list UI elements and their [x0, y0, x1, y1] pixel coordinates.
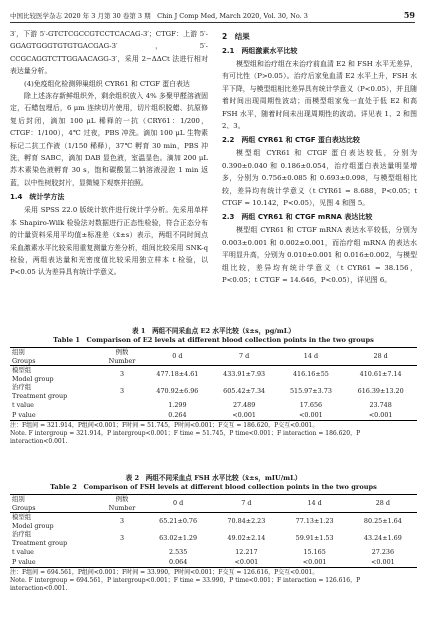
table-row — [10, 400, 417, 410]
table-header-row — [10, 348, 417, 366]
table-row — [10, 383, 417, 400]
col-header-number: 例数 Number — [108, 348, 136, 365]
table-cell: 470.92±6.96 — [156, 387, 199, 395]
section-2-2-paragraph: 模型组 CYR61 和 CTGF 蛋白表达较低，分别为 0.390±0.040 和 0.186±0.054，治疗组蛋白表达量明显增多，分别为 0.756±0.085 和 0.693±0.098，与模型组相比较，差异均有统计学意义（t CYR61 = 8.688，P<0.05；t CTGF = 10.142，P<0.05），见图 4 和图 5。 — [222, 149, 417, 208]
table-cell: 63.02±1.29 — [159, 534, 198, 542]
right-column — [222, 28, 417, 287]
table-cell: 416.16±55 — [292, 370, 329, 378]
table-cell: 12.217 — [235, 547, 258, 556]
table-cell — [100, 557, 144, 568]
table-cell: 3 — [119, 387, 125, 395]
primer-paragraph: 3′，下游 5′-GTCTCGCCGTCCTCACAG-3′；CTGF：上游 5′-GGAGTGGGTGTGTGACGAG-3′，5′-CCGCAGGTCTTGGAACAGG-3′，采用 2−ΔΔCt 法进行相对表达量分析。 — [10, 30, 208, 76]
col-header-groups: 组别 Groups — [12, 348, 36, 365]
table-2-note-cn: 注：F组间 = 694.561，P组间<0.001；F时间 = 33.990，P时间<0.001；F交互 = 126.616，P交互<0.001。 — [10, 569, 319, 576]
table-cell: <0.001 — [368, 410, 393, 419]
row-label: 模型组 Model group — [12, 513, 54, 530]
table-1 — [10, 327, 417, 445]
table-cell: 77.13±1.23 — [295, 517, 334, 525]
section-2-3-paragraph: 模型组 CYR61 和 CTGF mRNA 表达水平较低，分别为 0.003±0.001 和 0.002±0.001，而治疗组 mRNA 的表达水平明显升高，分别为 0.010±0.001 和 0.016±0.002，与模型组比较，差异均有统计学意义（t CYR61 = 38.156，P<0.05；t CTGF = 14.646，P<0.05），详见图 6。 — [222, 226, 417, 285]
table-cell: <0.001 — [232, 410, 256, 419]
table-cell: 27.489 — [232, 400, 256, 409]
table-cell: 23.748 — [369, 400, 392, 409]
col-header-14d: 14 d — [303, 352, 319, 361]
table-cell: <0.001 — [302, 557, 327, 566]
col-header-7d: 7 d — [241, 499, 252, 508]
section-2-2-heading: 2.2 两组 CYR61 和 CTGF 蛋白表达比较 — [222, 136, 360, 145]
left-column — [10, 28, 208, 279]
table-cell: <0.001 — [234, 557, 259, 566]
col-header-7d: 7 d — [239, 352, 250, 361]
section-2-1-heading: 2.1 两组激素水平比较 — [222, 47, 298, 55]
row-label: t value — [12, 547, 34, 556]
table-row — [10, 366, 417, 384]
table-cell: 80.25±1.64 — [363, 517, 402, 525]
table-cell: 65.21±0.76 — [159, 517, 198, 525]
page-number: 59 — [403, 10, 415, 20]
row-label: 模型组 Model group — [12, 366, 54, 383]
table-cell: 605.42±7.34 — [223, 387, 266, 395]
row-label: 治疗组 Treatment group — [12, 530, 68, 547]
table-cell: <0.001 — [299, 410, 323, 419]
table-1-caption-cn: 表 1 两组不同采血点 E2 水平比较（x̄±s，pg/mL） — [132, 327, 295, 335]
table-cell: 3 — [119, 517, 125, 525]
table-1-note-en: Note. F intergroup = 321.914，P intergroup<0.001；F time = 51.745，P time<0.001；F interaction = 186.620，P interaction<0.001. — [10, 430, 361, 445]
table-2-caption-en: Table 2 Comparison of FSH levels at different blood collection points in the two groups — [50, 482, 377, 491]
col-header-groups: 组别 Groups — [12, 495, 36, 512]
results-heading: 2 结果 — [222, 32, 250, 41]
section-2-3-heading: 2.3 两组 CYR61 和 CTGF mRNA 表达比较 — [222, 213, 373, 222]
col-header-number: 例数 Number — [108, 495, 136, 512]
table-cell: 0.064 — [168, 557, 188, 566]
table-row — [10, 410, 417, 421]
table-2-grid — [10, 494, 417, 568]
stats-paragraph: 采用 SPSS 22.0 版统计软件进行统计学分析。先采用单样本 Shapiro-Wilk 检验法对数据进行正态性检验，符合正态分布的计量资料采用平均值±标准差（x̄±s）表示，两组不同时间点采血激素水平比较采用重复测量方差分析，组间比较采用 SNK-q 检验，两组表达量和光密度值比较采用独立样本 t 检验，以 P<0.05 认为差异具有统计学意义。 — [10, 206, 208, 277]
table-1-caption-en: Table 1 Comparison of E2 levels at different blood collection points in the two groups — [53, 335, 374, 344]
table-cell: 477.18±4.61 — [156, 370, 199, 378]
table-cell: 3 — [119, 534, 125, 542]
table-cell: 616.39±13.20 — [357, 387, 404, 395]
col-header-28d: 28 d — [375, 499, 390, 508]
table-cell — [100, 410, 144, 421]
col-header-0d: 0 d — [172, 352, 183, 361]
table-cell: 70.84±2.23 — [227, 517, 266, 525]
table-cell: 59.91±1.53 — [295, 534, 334, 542]
table-row — [10, 513, 417, 531]
col-header-0d: 0 d — [173, 499, 184, 508]
running-header — [10, 10, 415, 23]
table-cell: <0.001 — [371, 557, 395, 566]
ihc-subheading: (4)免疫组化检测卵巢组织 CYR61 和 CTGF 蛋白表达 — [24, 79, 190, 88]
table-2 — [10, 474, 417, 592]
col-header-14d: 14 d — [307, 499, 322, 508]
col-header-28d: 28 d — [373, 352, 388, 361]
row-label: t value — [12, 400, 34, 409]
table-cell — [100, 400, 144, 410]
table-cell: 49.02±2.14 — [227, 534, 266, 542]
table-2-note-en: Note. F intergroup = 694.561，P intergroup<0.001；F time = 33.990，P time<0.001；F interaction = 126.616，P interaction<0.001. — [10, 577, 361, 592]
table-1-grid — [10, 347, 417, 421]
table-cell: 0.264 — [168, 410, 187, 419]
table-cell: 515.97±3.73 — [289, 387, 332, 395]
table-1-note-cn: 注：F组间 = 321.914，P组间<0.001；F时间 = 51.745，P时间<0.001；F交互 = 186.620，P交互<0.001。 — [10, 422, 319, 429]
table-cell: 15.165 — [303, 547, 326, 556]
row-label: P value — [12, 557, 36, 566]
row-label: 治疗组 Treatment group — [12, 383, 68, 400]
table-cell: 3 — [119, 370, 125, 378]
stats-heading: 1.4 统计学方法 — [10, 193, 65, 202]
table-cell: 1.299 — [168, 400, 187, 409]
table-cell: 43.24±1.69 — [363, 534, 402, 542]
row-label: P value — [12, 410, 36, 419]
journal-citation: 中国比较医学杂志 2020 年 3 月第 30 卷第 3 期 Chin J Comp Med, March 2020, Vol. 30, No. 3 — [10, 12, 308, 20]
table-header-row — [10, 495, 417, 513]
section-2-1-paragraph: 模型组和治疗组在未治疗前血清 E2 和 FSH 水平无差异，有可比性（P>0.05）。治疗后家兔血清 E2 水平上升，FSH 水平下降，与模型组相比差异具有统计学意义（P<0.05），并且随着时间出现周期性波动；而模型组家兔一直处于低 E2 和高 FSH 水平，随着时间未出现周期性的波动。详见表 1、2 和图 2、3。 — [222, 60, 417, 131]
table-row — [10, 547, 417, 557]
table-row — [10, 557, 417, 568]
table-row — [10, 530, 417, 547]
table-cell: 17.656 — [299, 400, 323, 409]
table-cell — [100, 547, 144, 557]
table-cell: 433.91±7.93 — [223, 370, 266, 378]
ihc-paragraph: 除上述冻存新鲜组织外，剩余组织放入 4% 多聚甲醛溶液固定，石蜡包埋后，6 μm 连续切片使用，切片组织脱蜡、抗原修复后封闭，滴加 100 μL 稀释的一抗（CRY61：1/200，CTGF：1/100），4℃ 过夜，PBS 冲洗。滴加 100 μL 生物素标记二抗工作液（1/150 稀释），37℃ 孵育 30 min，PBS 冲洗，孵育 SABC，滴加 DAB 显色液，室温显色。滴加 200 μL 苏木素染色液孵育 30 s，饱和碳酸氢二钠溶液浸泡 1 min 返蓝，以中性树胶封片，显微镜下观察并拍照。 — [10, 92, 208, 187]
table-2-caption-cn: 表 2 两组不同采血点 FSH 水平比较（x̄±s，mIU/mL） — [125, 474, 302, 482]
table-cell: 410.61±7.14 — [359, 370, 402, 378]
table-cell: 27.236 — [371, 547, 395, 556]
table-cell: 2.535 — [168, 547, 188, 556]
